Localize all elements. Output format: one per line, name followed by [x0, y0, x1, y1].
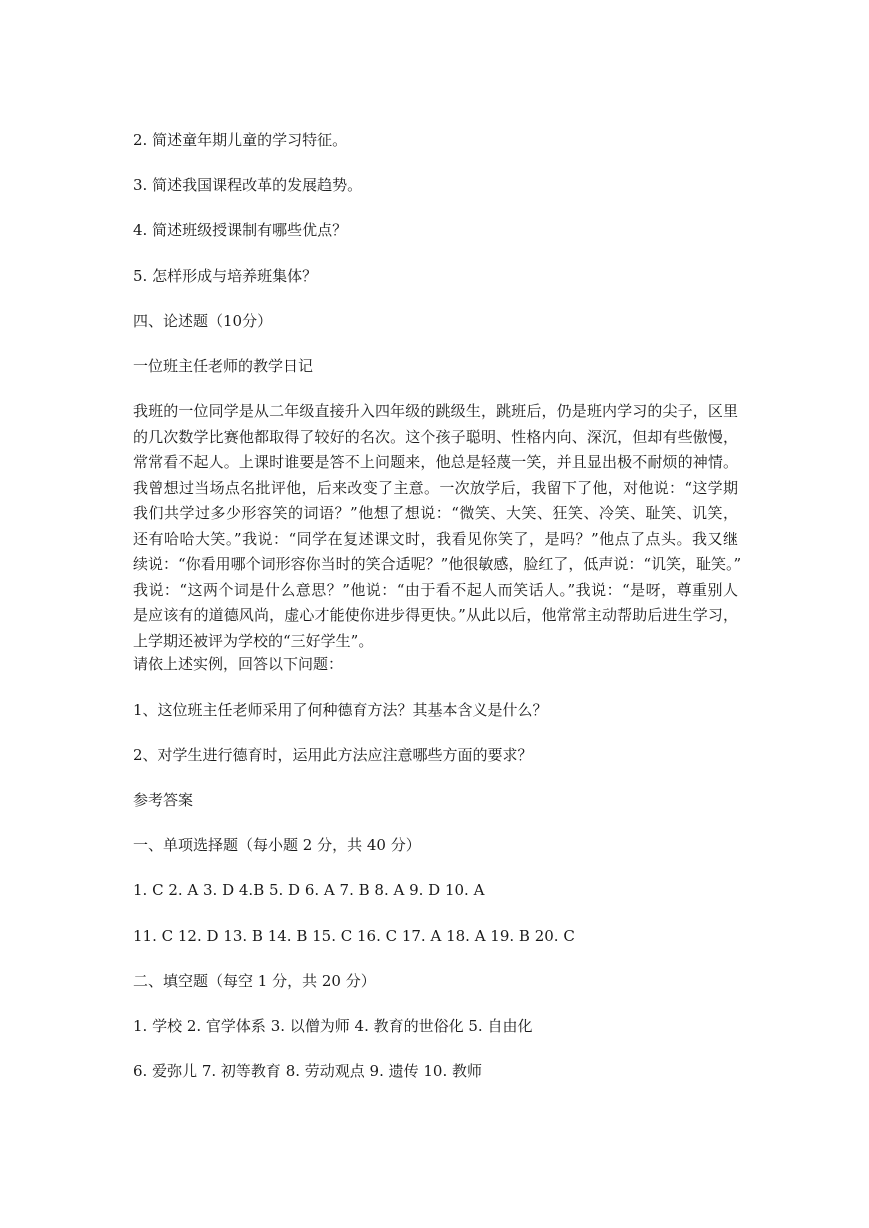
short-question-5: 5. 怎样形成与培养班集体？	[133, 267, 318, 285]
case-line: 上学期还被评为学校的“三好学生”。	[133, 631, 374, 650]
case-title: 一位班主任老师的教学日记	[133, 357, 314, 375]
short-question-3: 3. 简述我国课程改革的发展趋势。	[133, 176, 363, 194]
section2-answers-row: 6. 爱弥儿 7. 初等教育 8. 劳动观点 9. 遗传 10. 教师	[133, 1062, 483, 1080]
short-question-4: 4. 简述班级授课制有哪些优点？	[133, 221, 348, 239]
section2-answers-row: 1. 学校 2. 官学体系 3. 以僧为师 4. 教育的世俗化 5. 自由化	[133, 1017, 533, 1035]
case-line: 我曾想过当场点名批评他，后来改变了主意。一次放学后，我留下了他，对他说：“这学期	[133, 478, 738, 497]
case-line: 续说：“你看用哪个词形容你当时的笑合适呢？”他很敏感，脸红了，低声说：“讥笑，耻笑。”	[133, 555, 742, 573]
short-question-2: 2. 简述童年期儿童的学习特征。	[133, 131, 348, 149]
case-line: 是应该有的道德风尚，虚心才能使你进步得更快。”从此以后，他常常主动帮助后进生学习，	[133, 606, 738, 624]
section2-heading: 二、填空题（每空 1 分，共 20 分）	[133, 972, 376, 990]
case-line: 还有哈哈大笑。”我说：“同学在复述课文时，我看见你笑了，是吗？”他点了点头。我又继	[133, 529, 738, 548]
case-line: 我们共学过多少形容笑的词语？”他想了想说：“微笑、大笑、狂笑、冷笑、耻笑、讥笑，	[133, 504, 738, 522]
essay-heading: 四、论述题（10分）	[133, 312, 273, 330]
case-paragraph	[133, 399, 742, 654]
question-1: 1、这位班主任老师采用了何种德育方法？其基本含义是什么？	[133, 701, 548, 719]
case-line: 我班的一位同学是从二年级直接升入四年级的跳级生，跳班后，仍是班内学习的尖子，区里	[133, 402, 738, 420]
answer-heading: 参考答案	[133, 791, 194, 809]
section1-heading: 一、单项选择题（每小题 2 分，共 40 分）	[133, 836, 421, 854]
section1-answers-row: 1. C 2. A 3. D 4.B 5. D 6. A 7. B 8. A 9. D 10. A	[133, 881, 485, 899]
case-line: 我说：“这两个词是什么意思？”他说：“由于看不起人而笑话人。”我说：“是呀，尊重别人	[133, 580, 738, 599]
question-2: 2、对学生进行德育时，运用此方法应注意哪些方面的要求？	[133, 746, 533, 764]
prompt-text: 请依上述实例，回答以下问题：	[133, 655, 344, 673]
case-line: 的几次数学比赛他都取得了较好的名次。这个孩子聪明、性格内向、深沉，但却有些傲慢，	[133, 427, 738, 446]
section1-answers-row: 11. C 12. D 13. B 14. B 15. C 16. C 17. A 18. A 19. B 20. C	[133, 927, 575, 945]
case-line: 常常看不起人。上课时谁要是答不上问题来，他总是轻蔑一笑，并且显出极不耐烦的神情。	[133, 453, 738, 471]
